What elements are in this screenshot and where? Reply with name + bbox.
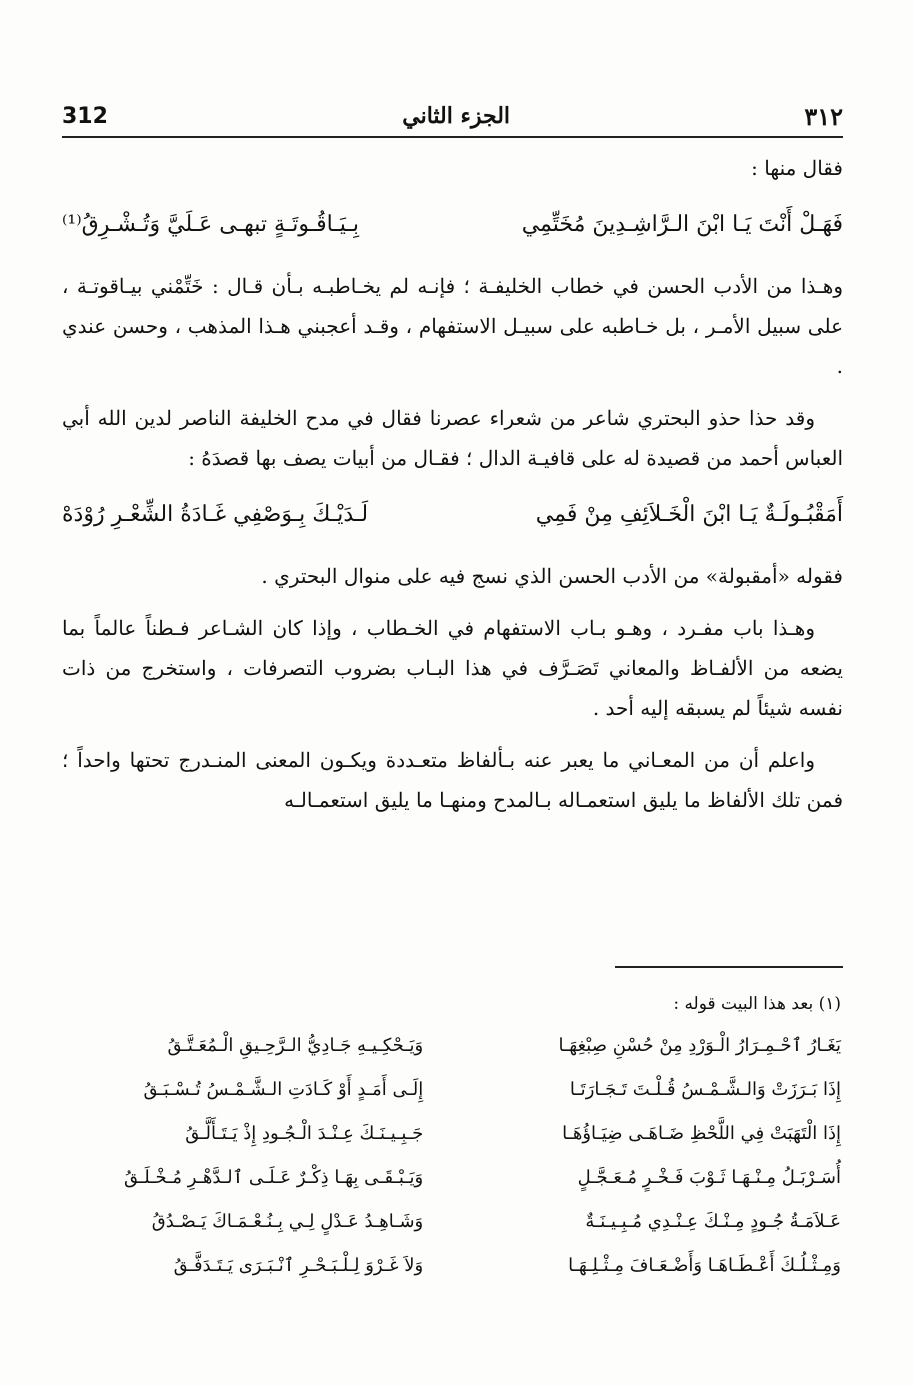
verse-first-hemistich: يَغَـارُ ٱحْـمِـرَارُ الْـوَرْدِ مِنْ حُسْنِ صِبْغِهَـا — [558, 1035, 841, 1056]
running-title: الجزء الثاني — [402, 103, 511, 129]
verse-first-hemistich: وَمِـثْـلُـكَ أَعْـطَـاهَـا وَأَضْـعَـافَ مِـثْـلِـهَـا — [568, 1255, 841, 1276]
paragraph: فقوله «أمقبولة» من الأدب الحسن الذي نسج فيه على منوال البحتري . — [261, 564, 843, 588]
intro-line: فقال منها : — [751, 156, 843, 180]
footnote — [95, 994, 841, 1288]
verse-first-hemistich: فَهَـلْ أَنْتَ يَـا ابْنَ الـرَّاشِـدِينَ مُخَتِّمِي — [521, 212, 843, 237]
verse-first-hemistich: عَـلاَمَـةُ جُـودٍ مِـنْـكَ عِـنْـدِي مُـبِـيـنَـةٌ — [585, 1211, 841, 1232]
verse-first-hemistich: أَمَقْبُـولَـةٌ يَـا ابْنَ الْخَـلاَئِفِ مِنْ فَمِي — [535, 502, 843, 527]
verse-line — [62, 200, 843, 250]
paragraph: وقد حذا حذو البحتري شاعر من شعراء عصرنا فقال في مدح الخليفة الناصر لدين الله أبي العباس أحمد من قصيدة له على قافيـة الدال ؛ فقـال من أبيات يصف بها قصدَهُ : — [62, 406, 843, 470]
page-number-arabic: ٣١٢ — [804, 101, 843, 131]
verse-first-hemistich: إِذَا الْتَهَبَتْ فِي اللَّحْظِ ضَـاهَـى ضِيَـاؤُهَـا — [562, 1123, 841, 1144]
verse-second-hemistich: وَيَـحْكِـيـهِ جَـادِيُّ الـرَّحِـيقِ الْـمُعَـتَّـقُ — [167, 1035, 424, 1056]
verse-first-hemistich: أُسَـرْبَـلُ مِـنْـهَـا ثَـوْبَ فَـخْـرٍ مُـعَـجَّـلٍ — [577, 1167, 841, 1188]
verse-second-hemistich: وَيَـبْـقَـى بِهَـا ذِكْـرٌ عَـلَـى ٱلـدَّهْـرِ مُـخْـلَـقُ — [123, 1167, 424, 1188]
page-number-latin: 312 — [62, 103, 108, 129]
verse-second-hemistich: إِلَـى أَمَـدٍ أَوْ كَـادَتِ الـشَّـمْـسُ تُـسْـبَـقُ — [143, 1079, 424, 1100]
verse-second-hemistich: وَلاَ غَـرْوَ لِـلْـبَـحْـرِ ٱنْـبَـرَى يَـتَـدَفَّـقُ — [173, 1255, 424, 1276]
footnote-intro: (١) بعد هذا البيت قوله : — [673, 994, 841, 1014]
verse-second-hemistich: وَشَـاهِـدُ عَـدْلٍ لِـي بِـنُـعْـمَـاكَ يَـصْـدُقُ — [151, 1211, 424, 1232]
main-text — [62, 148, 843, 832]
footnote-verse — [95, 1024, 841, 1068]
footnote-separator — [615, 966, 843, 968]
paragraph: وهـذا باب مفـرد ، وهـو بـاب الاستفهام في الخـطاب ، وإذا كان الشـاعر فـطناً عالماً بما يضعه من الألفـاظ والمعاني تَصَـرَّف في هذا البـاب بضروب التصرفات ، واستخرج من ذات نفسه شيئاً لم يسبقه إليه أحد . — [62, 616, 843, 720]
footnote-verse — [95, 1244, 841, 1288]
verse-line — [62, 490, 843, 540]
footnote-verse — [95, 1068, 841, 1112]
verse-second-hemistich: بِـيَـاقُـوتَـةٍ تبهـى عَـلَيَّ وَتُـشْـرِقُ⁽¹⁾ — [62, 212, 360, 237]
verse-second-hemistich: جَـبِـيـنَـكَ عِـنْـدَ الْـجُـودِ إِذْ يَـتَـأَلَّـقُ — [185, 1123, 424, 1144]
footnote-verse — [95, 1200, 841, 1244]
footnote-verse — [95, 1156, 841, 1200]
verse-first-hemistich: إِذَا بَـرَزَتْ وَالـشَّـمْـسُ قُـلْـتَ تَـجَـارَتَـا — [569, 1079, 841, 1100]
paragraph: واعلم أن من المعـاني ما يعبر عنه بـألفاظ متعـددة ويكـون المعنى المنـدرج تحتها واحداً ؛ فمن تلك الألفاظ ما يليق استعمـاله بـالمدح ومنهـا ما يليق استعمـالـه — [62, 748, 843, 812]
paragraph: وهـذا من الأدب الحسن في خطاب الخليفـة ؛ فإنـه لم يخـاطبـه بـأن قـال : خَتِّمْني بيـاقوتـة ، على سبيل الأمـر ، بل خـاطبه على سبيـل الاستفهام ، وقـد أعجبني هـذا المذهب ، وحسن عندي . — [62, 274, 843, 378]
verse-second-hemistich: لَـدَيْـكَ بِـوَصْفِي غَـادَةُ الشِّعْـرِ رُوْدَهْ — [62, 502, 369, 527]
footnote-verse — [95, 1112, 841, 1156]
page-header — [62, 96, 843, 138]
